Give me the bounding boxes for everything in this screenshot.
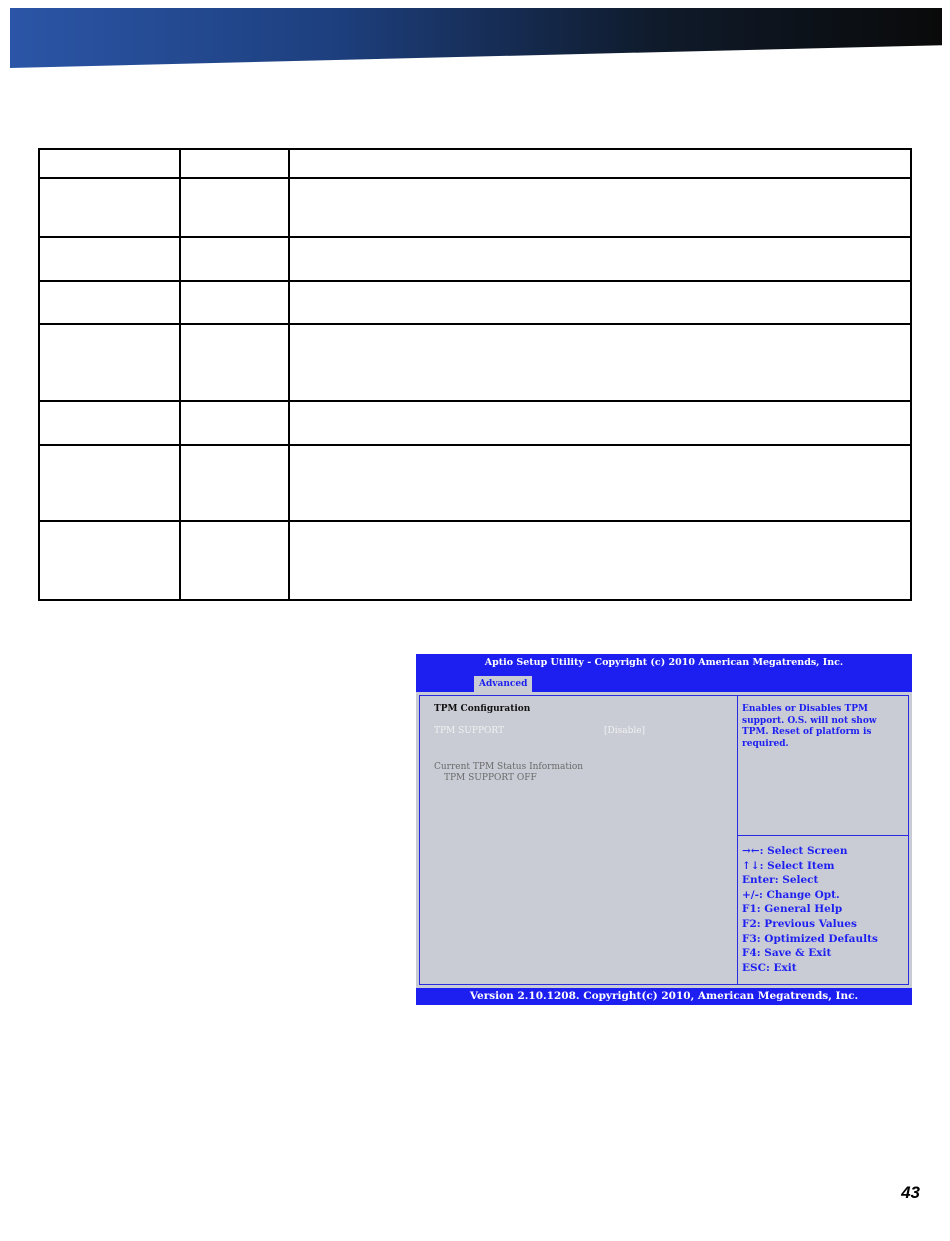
key-previous-values: F2: Previous Values (742, 917, 857, 930)
table-cell (180, 401, 289, 445)
option-value[interactable]: [Disable] (604, 726, 646, 736)
table-cell (39, 281, 180, 324)
table-row (39, 324, 911, 401)
bios-footer: Version 2.10.1208. Copyright(c) 2010, American Megatrends, Inc. (416, 988, 912, 1005)
table-row (39, 237, 911, 281)
header-banner (10, 8, 942, 68)
key-general-help: F1: General Help (742, 903, 843, 916)
table-row (39, 149, 911, 178)
table-cell (39, 237, 180, 281)
table-cell (39, 521, 180, 600)
table-cell (39, 401, 180, 445)
help-line: TPM. Reset of platform is (742, 727, 872, 737)
table-cell (289, 178, 911, 237)
table-cell (39, 324, 180, 401)
table-cell (39, 149, 180, 178)
divider (738, 835, 909, 836)
bios-title: Aptio Setup Utility - Copyright (c) 2010 American Megatrends, Inc. (484, 657, 844, 668)
status-value: TPM SUPPORT OFF (444, 773, 537, 783)
key-enter: Enter: Select (742, 874, 819, 887)
key-esc-exit: ESC: Exit (742, 961, 797, 974)
bios-frame (419, 695, 909, 985)
table-cell (289, 324, 911, 401)
table-cell (289, 281, 911, 324)
table-cell (289, 149, 911, 178)
help-line: required. (742, 738, 789, 749)
table-cell (39, 178, 180, 237)
help-panel (742, 704, 908, 750)
page-number: 43 (901, 1183, 920, 1202)
table-cell (289, 401, 911, 445)
table-cell (180, 237, 289, 281)
bios-main-panel (434, 704, 734, 783)
key-change-opt: +/-: Change Opt. (742, 888, 840, 901)
settings-table (38, 148, 912, 601)
table-row (39, 401, 911, 445)
table-cell (180, 178, 289, 237)
key-select-screen: →←: Select Screen (742, 845, 848, 857)
table-cell (289, 521, 911, 600)
section-title: TPM Configuration (434, 704, 531, 714)
table-cell (289, 237, 911, 281)
table-row (39, 445, 911, 521)
table-row (39, 281, 911, 324)
help-line: Enables or Disables TPM (742, 704, 868, 714)
table-cell (180, 445, 289, 521)
tpm-support-option[interactable] (434, 726, 734, 738)
table-cell (180, 324, 289, 401)
bios-title-bar (416, 654, 912, 692)
table-cell (289, 445, 911, 521)
tab-advanced[interactable]: Advanced (474, 676, 532, 692)
table-cell (180, 149, 289, 178)
help-line: support. O.S. will not show (742, 715, 877, 726)
bios-screenshot (416, 654, 912, 1005)
table-cell (180, 521, 289, 600)
option-label: TPM SUPPORT (434, 726, 504, 736)
table-row (39, 521, 911, 600)
key-select-item: ↑↓: Select Item (742, 859, 835, 872)
table-cell (180, 281, 289, 324)
table-cell (39, 445, 180, 521)
status-title: Current TPM Status Information (434, 762, 584, 772)
key-optimized-defaults: F3: Optimized Defaults (742, 932, 878, 945)
table-row (39, 178, 911, 237)
key-save-exit: F4: Save & Exit (742, 947, 832, 960)
key-legend (742, 844, 908, 975)
divider (737, 696, 738, 984)
